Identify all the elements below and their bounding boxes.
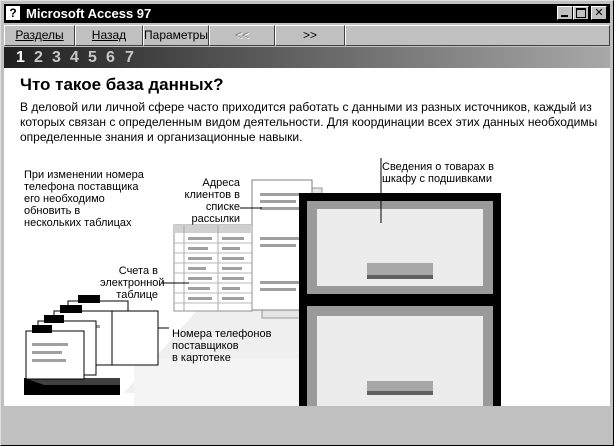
nav-empty-panel	[345, 25, 610, 46]
window-title: Microsoft Access 97	[26, 6, 152, 21]
step-5[interactable]: 5	[88, 49, 97, 66]
minimize-button[interactable]	[557, 6, 573, 20]
step-7[interactable]: 7	[125, 49, 134, 66]
caption-client-addresses: Адреса клиентов в списке рассылки	[184, 177, 240, 225]
caption-spreadsheet-accounts: Счета в электронной таблице	[100, 265, 165, 301]
title-bar	[4, 4, 610, 23]
close-button[interactable]	[591, 6, 607, 20]
step-6[interactable]: 6	[106, 49, 115, 66]
page-title: Что такое база данных?	[20, 75, 224, 94]
help-question-icon[interactable]: ?	[6, 6, 20, 20]
caption-phone-change: При изменении номера телефона поставщика его необходимо обновить в нескольких таблицах	[24, 169, 144, 229]
caption-card-file-phones: Номера телефонов поставщиков в картотеке	[172, 328, 272, 364]
spreadsheet-icon	[174, 225, 252, 311]
intro-paragraph: В деловой или личной сфере часто приходится работать с данными из разных источников, каждый из которых связан с определенным видом деятельности. Для координации всех этих данных необходимы определенные знания и организационные навыки.	[20, 100, 598, 144]
back-button[interactable]: Назад	[75, 25, 143, 46]
navigation-bar	[4, 25, 610, 47]
step-indicator	[4, 47, 610, 68]
step-4[interactable]: 4	[70, 49, 79, 66]
step-3[interactable]: 3	[52, 49, 61, 66]
content-panel	[4, 68, 610, 406]
next-button[interactable]: >>	[275, 25, 345, 46]
options-button[interactable]: Параметры	[143, 25, 209, 46]
previous-button[interactable]: <<	[209, 25, 275, 46]
sections-button[interactable]: Разделы	[4, 25, 75, 46]
step-1[interactable]: 1	[16, 49, 25, 66]
maximize-button[interactable]	[573, 6, 589, 20]
status-area	[4, 406, 610, 444]
caption-goods-cabinet: Сведения о товарах в шкафу с подшивками	[382, 161, 494, 185]
step-2[interactable]: 2	[34, 49, 43, 66]
filing-cabinet-icon	[299, 193, 501, 406]
